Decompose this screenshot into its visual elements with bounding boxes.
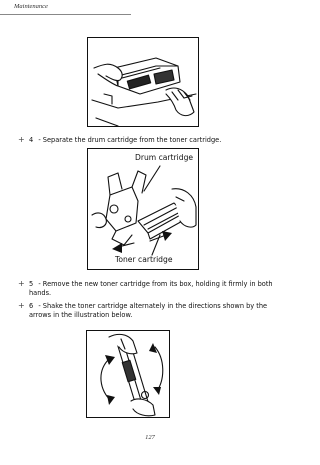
- step-number: 6: [29, 302, 34, 310]
- step-6: [18, 301, 285, 320]
- step-bullet: +: [18, 279, 25, 288]
- illustration-shake-toner: [86, 330, 170, 418]
- callout-drum-cartridge: Drum cartridge: [135, 153, 194, 162]
- step-bullet: +: [18, 135, 25, 144]
- step-number: 5: [29, 280, 34, 288]
- step-number: 4: [29, 136, 34, 144]
- illustration-separate-cartridges: [87, 148, 199, 270]
- step-5: [18, 279, 285, 298]
- page-number: 127: [145, 434, 155, 441]
- step-bullet: +: [18, 301, 25, 310]
- step-text: - Shake the toner cartridge alternately in the directions shown by the arrows in the illustration below.: [29, 302, 268, 319]
- callout-toner-cartridge: Toner cartridge: [115, 255, 173, 264]
- header-rule: [0, 14, 131, 15]
- step-4: [18, 135, 285, 145]
- step-text: - Remove the new toner cartridge from its box, holding it firmly in both hands.: [29, 280, 273, 297]
- step-text: - Separate the drum cartridge from the toner cartridge.: [38, 136, 222, 144]
- running-header: Maintenance: [14, 3, 48, 10]
- illustration-remove-assembly: [87, 37, 199, 127]
